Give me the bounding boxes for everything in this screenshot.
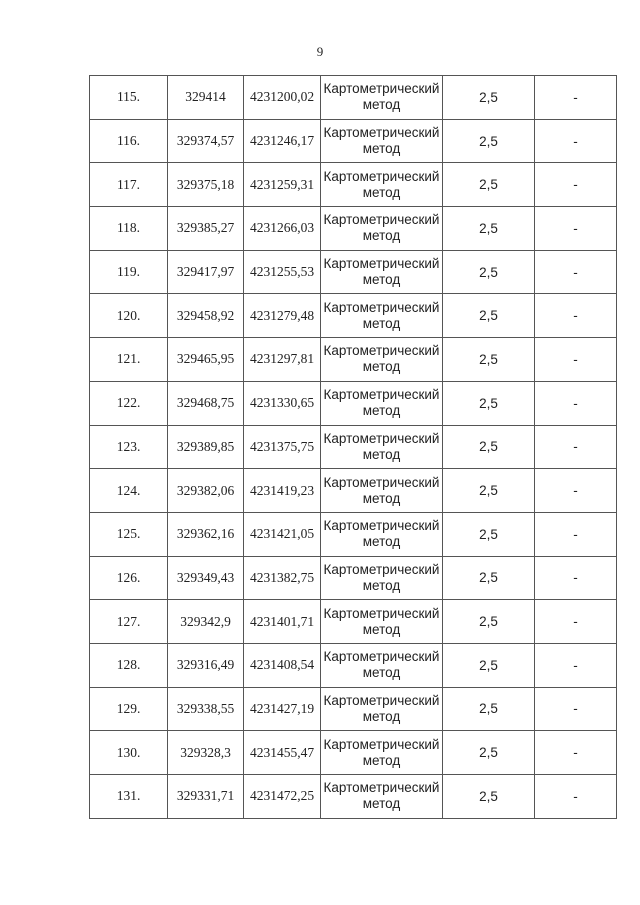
y-coordinate-cell: 4231200,02 — [244, 76, 321, 120]
accuracy-cell: 2,5 — [443, 643, 535, 687]
x-coordinate-cell: 329414 — [168, 76, 244, 120]
page-number: 9 — [316, 44, 324, 59]
method-cell — [321, 425, 443, 469]
x-coordinate-cell: 329338,55 — [168, 687, 244, 731]
point-number-cell: 123. — [90, 425, 168, 469]
method-line-2: метод — [362, 490, 401, 506]
method-line-2: метод — [362, 665, 401, 681]
method-line-1: Картометрический — [323, 474, 440, 490]
method-line-2: метод — [362, 403, 401, 419]
x-coordinate-cell: 329389,85 — [168, 425, 244, 469]
method-line-2: метод — [362, 621, 401, 637]
x-coordinate-cell: 329374,57 — [168, 119, 244, 163]
method-line-2: метод — [362, 752, 401, 768]
accuracy-cell: 2,5 — [443, 512, 535, 556]
y-coordinate-cell: 4231330,65 — [244, 381, 321, 425]
y-coordinate-cell: 4231246,17 — [244, 119, 321, 163]
method-line-2: метод — [362, 141, 401, 157]
accuracy-cell: 2,5 — [443, 687, 535, 731]
description-cell: - — [535, 556, 617, 600]
description-cell: - — [535, 76, 617, 120]
accuracy-cell: 2,5 — [443, 425, 535, 469]
point-number-cell: 116. — [90, 119, 168, 163]
table-row — [90, 512, 617, 556]
x-coordinate-cell: 329385,27 — [168, 207, 244, 251]
method-line-2: метод — [362, 228, 401, 244]
y-coordinate-cell: 4231382,75 — [244, 556, 321, 600]
description-cell: - — [535, 643, 617, 687]
point-number-cell: 131. — [90, 775, 168, 819]
description-cell: - — [535, 469, 617, 513]
point-number-cell: 121. — [90, 338, 168, 382]
table-row — [90, 556, 617, 600]
method-cell — [321, 600, 443, 644]
method-line-2: метод — [362, 796, 401, 812]
method-line-1: Картометрический — [323, 605, 440, 621]
x-coordinate-cell: 329458,92 — [168, 294, 244, 338]
method-cell — [321, 556, 443, 600]
table-row — [90, 338, 617, 382]
description-cell: - — [535, 338, 617, 382]
description-cell: - — [535, 163, 617, 207]
method-cell — [321, 731, 443, 775]
description-cell: - — [535, 731, 617, 775]
method-cell — [321, 338, 443, 382]
method-line-1: Картометрический — [323, 430, 440, 446]
accuracy-cell: 2,5 — [443, 163, 535, 207]
accuracy-cell: 2,5 — [443, 556, 535, 600]
accuracy-cell: 2,5 — [443, 338, 535, 382]
method-line-1: Картометрический — [323, 780, 440, 796]
method-cell — [321, 381, 443, 425]
method-cell — [321, 76, 443, 120]
table-row — [90, 76, 617, 120]
coordinates-table — [89, 75, 617, 819]
accuracy-cell: 2,5 — [443, 76, 535, 120]
method-line-1: Картометрический — [323, 692, 440, 708]
point-number-cell: 124. — [90, 469, 168, 513]
point-number-cell: 115. — [90, 76, 168, 120]
method-cell — [321, 643, 443, 687]
y-coordinate-cell: 4231279,48 — [244, 294, 321, 338]
method-line-1: Картометрический — [323, 256, 440, 272]
y-coordinate-cell: 4231472,25 — [244, 775, 321, 819]
method-line-2: метод — [362, 708, 401, 724]
method-cell — [321, 469, 443, 513]
description-cell: - — [535, 207, 617, 251]
x-coordinate-cell: 329349,43 — [168, 556, 244, 600]
method-line-1: Картометрический — [323, 212, 440, 228]
y-coordinate-cell: 4231375,75 — [244, 425, 321, 469]
table-row — [90, 294, 617, 338]
y-coordinate-cell: 4231408,54 — [244, 643, 321, 687]
point-number-cell: 126. — [90, 556, 168, 600]
method-cell — [321, 512, 443, 556]
description-cell: - — [535, 775, 617, 819]
description-cell: - — [535, 687, 617, 731]
point-number-cell: 120. — [90, 294, 168, 338]
table-row — [90, 643, 617, 687]
table-row — [90, 600, 617, 644]
accuracy-cell: 2,5 — [443, 250, 535, 294]
description-cell: - — [535, 250, 617, 294]
point-number-cell: 119. — [90, 250, 168, 294]
description-cell: - — [535, 512, 617, 556]
method-cell — [321, 294, 443, 338]
method-line-2: метод — [362, 534, 401, 550]
table-row — [90, 250, 617, 294]
accuracy-cell: 2,5 — [443, 600, 535, 644]
y-coordinate-cell: 4231401,71 — [244, 600, 321, 644]
x-coordinate-cell: 329342,9 — [168, 600, 244, 644]
x-coordinate-cell: 329362,16 — [168, 512, 244, 556]
table-row — [90, 775, 617, 819]
y-coordinate-cell: 4231427,19 — [244, 687, 321, 731]
method-line-2: метод — [362, 577, 401, 593]
x-coordinate-cell: 329316,49 — [168, 643, 244, 687]
x-coordinate-cell: 329375,18 — [168, 163, 244, 207]
table-row — [90, 163, 617, 207]
method-line-2: метод — [362, 359, 401, 375]
method-cell — [321, 250, 443, 294]
method-line-2: метод — [362, 184, 401, 200]
accuracy-cell: 2,5 — [443, 381, 535, 425]
method-cell — [321, 119, 443, 163]
point-number-cell: 117. — [90, 163, 168, 207]
y-coordinate-cell: 4231266,03 — [244, 207, 321, 251]
point-number-cell: 129. — [90, 687, 168, 731]
y-coordinate-cell: 4231421,05 — [244, 512, 321, 556]
table-row — [90, 207, 617, 251]
method-cell — [321, 687, 443, 731]
point-number-cell: 128. — [90, 643, 168, 687]
y-coordinate-cell: 4231297,81 — [244, 338, 321, 382]
x-coordinate-cell: 329331,71 — [168, 775, 244, 819]
method-line-2: метод — [362, 446, 401, 462]
method-line-1: Картометрический — [323, 561, 440, 577]
coordinates-table-body — [90, 76, 617, 819]
point-number-cell: 118. — [90, 207, 168, 251]
y-coordinate-cell: 4231255,53 — [244, 250, 321, 294]
method-line-1: Картометрический — [323, 736, 440, 752]
description-cell: - — [535, 381, 617, 425]
x-coordinate-cell: 329328,3 — [168, 731, 244, 775]
accuracy-cell: 2,5 — [443, 294, 535, 338]
description-cell: - — [535, 294, 617, 338]
method-line-1: Картометрический — [323, 81, 440, 97]
method-line-1: Картометрический — [323, 387, 440, 403]
method-line-1: Картометрический — [323, 343, 440, 359]
method-cell — [321, 775, 443, 819]
method-cell — [321, 207, 443, 251]
method-line-1: Картометрический — [323, 125, 440, 141]
method-line-1: Картометрический — [323, 518, 440, 534]
method-cell — [321, 163, 443, 207]
description-cell: - — [535, 119, 617, 163]
description-cell: - — [535, 600, 617, 644]
table-row — [90, 687, 617, 731]
accuracy-cell: 2,5 — [443, 775, 535, 819]
method-line-2: метод — [362, 272, 401, 288]
x-coordinate-cell: 329465,95 — [168, 338, 244, 382]
point-number-cell: 122. — [90, 381, 168, 425]
table-row — [90, 469, 617, 513]
method-line-1: Картометрический — [323, 649, 440, 665]
method-line-1: Картометрический — [323, 168, 440, 184]
table-row — [90, 731, 617, 775]
x-coordinate-cell: 329468,75 — [168, 381, 244, 425]
x-coordinate-cell: 329417,97 — [168, 250, 244, 294]
table-row — [90, 119, 617, 163]
accuracy-cell: 2,5 — [443, 207, 535, 251]
table-row — [90, 381, 617, 425]
point-number-cell: 125. — [90, 512, 168, 556]
method-line-2: метод — [362, 315, 401, 331]
method-line-1: Картометрический — [323, 299, 440, 315]
y-coordinate-cell: 4231259,31 — [244, 163, 321, 207]
y-coordinate-cell: 4231455,47 — [244, 731, 321, 775]
description-cell: - — [535, 425, 617, 469]
method-line-2: метод — [362, 97, 401, 113]
accuracy-cell: 2,5 — [443, 119, 535, 163]
point-number-cell: 127. — [90, 600, 168, 644]
accuracy-cell: 2,5 — [443, 731, 535, 775]
x-coordinate-cell: 329382,06 — [168, 469, 244, 513]
accuracy-cell: 2,5 — [443, 469, 535, 513]
point-number-cell: 130. — [90, 731, 168, 775]
table-row — [90, 425, 617, 469]
y-coordinate-cell: 4231419,23 — [244, 469, 321, 513]
